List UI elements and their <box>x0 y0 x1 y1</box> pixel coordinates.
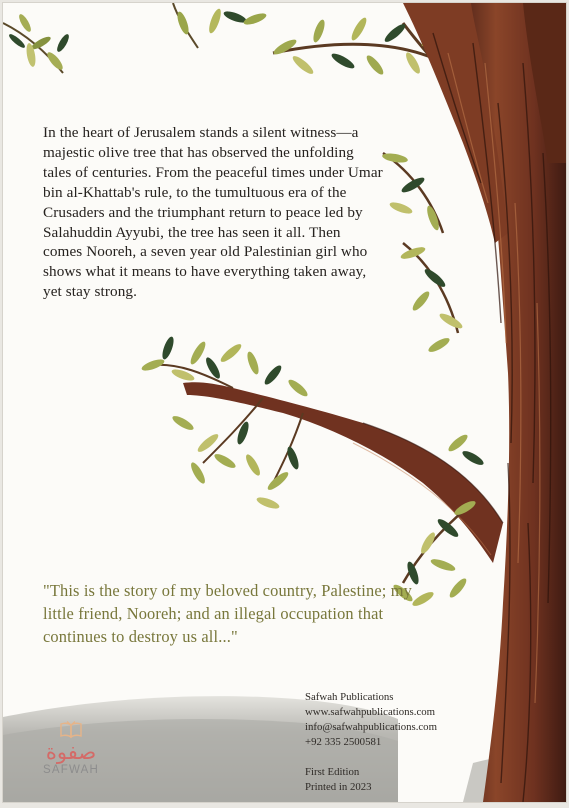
left-branch-foliage <box>140 335 309 511</box>
publisher-logo <box>43 721 99 777</box>
top-left-twig <box>3 13 71 73</box>
printed-year: Printed in 2023 <box>305 781 372 793</box>
edition-label: First Edition <box>305 766 360 778</box>
blurb-text: In the heart of Jerusalem stands a silent witness—a majestic olive tree that has observed the unfolding tales of centuries. From the peaceful times under Umar bin al-Khattab's rule, to the tumultuous era of the Crusaders and the triumphant return to peace led by Salahuddin Ayyubi, the tree has seen it all. Then comes Nooreh, a seven year old Palestinian girl who shows what it means to have everything taken away, yet stay strong. <box>43 124 383 301</box>
pull-quote: "This is the story of my beloved country, Palestine; my little friend, Nooreh; and an illegal occupation that continues to destroy us all..." <box>43 581 412 646</box>
back-cover <box>3 3 566 802</box>
spacer <box>305 750 505 765</box>
publisher-phone: +92 335 2500581 <box>305 736 382 748</box>
top-center-twig <box>173 3 268 48</box>
publisher-email: info@safwahpublications.com <box>305 721 437 733</box>
publisher-website: www.safwahpublications.com <box>305 706 436 718</box>
open-book-icon <box>60 721 82 739</box>
logo-arabic-wordmark: صفوة <box>45 740 97 764</box>
publisher-info <box>305 690 505 795</box>
logo-latin-wordmark: SAFWAH <box>43 764 99 776</box>
publisher-name: Safwah Publications <box>305 691 394 703</box>
